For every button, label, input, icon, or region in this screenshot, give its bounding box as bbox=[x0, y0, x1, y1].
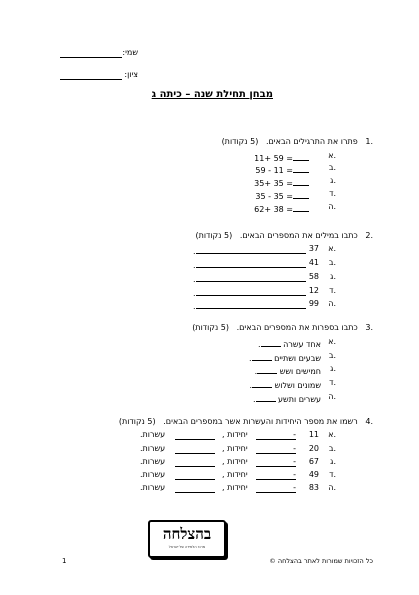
item-letter: ב. bbox=[328, 258, 336, 267]
number-words: עשרים ותשע bbox=[278, 395, 321, 404]
units-word: יחידות , bbox=[222, 483, 248, 492]
question-text: כתבו בספרות את המספרים הבאים. bbox=[236, 323, 358, 332]
success-logo bbox=[148, 520, 226, 558]
q3-item bbox=[0, 364, 419, 375]
dash: - bbox=[293, 470, 296, 479]
q3-item bbox=[0, 378, 419, 389]
units-answer-line[interactable] bbox=[256, 483, 296, 493]
item-letter: ד. bbox=[329, 286, 336, 295]
answer-line[interactable] bbox=[196, 244, 306, 254]
exercise-expression: 35 - 35 = bbox=[255, 192, 293, 201]
item-number: 49 bbox=[308, 470, 319, 479]
item-number: 83 bbox=[308, 483, 319, 492]
number-words: שבעים ושתיים bbox=[274, 354, 321, 363]
q4-item bbox=[0, 444, 419, 455]
item-letter: א. bbox=[328, 244, 336, 253]
number-words: שמונים ושלוש bbox=[274, 381, 321, 390]
tens-answer-line[interactable] bbox=[175, 457, 215, 467]
question-1-header bbox=[222, 137, 373, 146]
question-text: כתבו במילים את המספרים הבאים. bbox=[239, 231, 358, 240]
tens-answer-line[interactable] bbox=[175, 430, 215, 440]
item-letter: ד. bbox=[329, 189, 336, 198]
units-answer-line[interactable] bbox=[256, 470, 296, 480]
grade-input-line[interactable] bbox=[60, 70, 122, 80]
units-word: יחידות , bbox=[222, 457, 248, 466]
answer-line[interactable] bbox=[196, 286, 306, 296]
answer-line[interactable] bbox=[293, 151, 309, 161]
item-letter: ה. bbox=[328, 392, 336, 401]
question-points: (5 נקודות) bbox=[192, 323, 229, 332]
grade-label: ציון: bbox=[124, 70, 138, 79]
tens-answer-line[interactable] bbox=[175, 444, 215, 454]
answer-line[interactable] bbox=[196, 299, 306, 309]
item-letter: ה. bbox=[328, 202, 336, 211]
item-letter: ה. bbox=[328, 299, 336, 308]
answer-line[interactable] bbox=[196, 258, 306, 268]
dash: - bbox=[293, 483, 296, 492]
item-number: 99 bbox=[308, 299, 319, 308]
exercise-expression: 11+ 59 = bbox=[254, 154, 293, 163]
q1-item bbox=[0, 202, 419, 213]
question-points: (5 נקודות) bbox=[195, 231, 233, 240]
page-number: 1 bbox=[62, 557, 67, 565]
item-number: 58 bbox=[308, 272, 319, 281]
item-letter: א. bbox=[328, 430, 336, 439]
answer-line[interactable] bbox=[293, 202, 309, 212]
tens-answer-line[interactable] bbox=[175, 470, 215, 480]
page-title: מבחן תחילת שנה – כיתה ג bbox=[151, 89, 273, 100]
answer-line[interactable] bbox=[261, 337, 281, 347]
q4-item bbox=[0, 470, 419, 481]
copyright-text: כל הזכויות שמורות לאתר בהצלחה © bbox=[269, 557, 373, 565]
q1-item bbox=[0, 189, 419, 200]
tens-word: עשרות. bbox=[140, 444, 166, 453]
tens-word: עשרות. bbox=[140, 470, 166, 479]
answer-field[interactable]: . bbox=[193, 258, 306, 270]
number-words-row: חמישים ושש . bbox=[255, 364, 321, 376]
question-points: (5 נקודות) bbox=[221, 137, 259, 146]
dash: - bbox=[293, 457, 296, 466]
logo-subtext: מרכז הלמידה של ישראל bbox=[168, 545, 206, 549]
answer-field[interactable]: . bbox=[193, 272, 306, 284]
units-answer-line[interactable] bbox=[256, 457, 296, 467]
q2-item bbox=[0, 299, 419, 310]
question-number: .3 bbox=[365, 323, 373, 332]
question-number: .4 bbox=[365, 417, 373, 426]
tens-answer-line[interactable] bbox=[175, 483, 215, 493]
item-letter: ג. bbox=[330, 176, 336, 185]
q2-item bbox=[0, 258, 419, 269]
answer-field[interactable]: . bbox=[193, 299, 306, 311]
dash: - bbox=[293, 430, 296, 439]
item-letter: ב. bbox=[328, 351, 336, 360]
question-3-header bbox=[192, 323, 373, 332]
number-words: אחד עשרה bbox=[283, 340, 321, 349]
item-number: 37 bbox=[308, 244, 319, 253]
question-text: רשמו את מספר היחידות והעשרות אשר במספרים הבאים. bbox=[163, 417, 358, 426]
units-word: יחידות , bbox=[222, 470, 248, 479]
item-letter: ג. bbox=[330, 272, 336, 281]
number-words-row: שמונים ושלוש . bbox=[250, 378, 321, 390]
answer-field[interactable]: . bbox=[193, 286, 306, 298]
item-letter: ה. bbox=[328, 483, 336, 492]
q1-item bbox=[0, 151, 419, 162]
question-4-header bbox=[119, 417, 373, 426]
dash: - bbox=[293, 444, 296, 453]
number-words-row: אחד עשרה . bbox=[258, 337, 321, 349]
q3-item bbox=[0, 351, 419, 362]
number-words: חמישים ושש bbox=[279, 367, 321, 376]
name-field[interactable] bbox=[60, 48, 138, 58]
answer-line[interactable] bbox=[293, 163, 309, 173]
q4-item bbox=[0, 457, 419, 468]
q3-item bbox=[0, 337, 419, 348]
answer-line[interactable] bbox=[252, 378, 272, 388]
item-letter: ג. bbox=[330, 457, 336, 466]
name-input-line[interactable] bbox=[60, 48, 122, 58]
item-letter: ד. bbox=[329, 470, 336, 479]
exercise-expression: 62+ 38 = bbox=[254, 205, 293, 214]
answer-line[interactable] bbox=[256, 392, 276, 402]
q3-item bbox=[0, 392, 419, 403]
item-number: 11 bbox=[308, 430, 319, 439]
units-answer-line[interactable] bbox=[256, 430, 296, 440]
item-letter: ב. bbox=[328, 163, 336, 172]
name-label: שמי: bbox=[122, 48, 138, 57]
item-letter: א. bbox=[328, 337, 336, 346]
q4-item bbox=[0, 483, 419, 494]
q2-item bbox=[0, 272, 419, 283]
exercise-expression: 35+ 35 = bbox=[254, 179, 293, 188]
tens-word: עשרות. bbox=[140, 430, 166, 439]
item-number: 67 bbox=[308, 457, 319, 466]
item-letter: א. bbox=[328, 151, 336, 160]
q2-item bbox=[0, 286, 419, 297]
q4-item bbox=[0, 430, 419, 441]
tens-word: עשרות. bbox=[140, 483, 166, 492]
units-word: יחידות , bbox=[222, 444, 248, 453]
q1-item bbox=[0, 176, 419, 187]
exercise bbox=[254, 202, 309, 214]
logo-text: בהצלחה bbox=[162, 525, 212, 543]
grade-field[interactable] bbox=[60, 70, 138, 80]
units-answer-line[interactable] bbox=[256, 444, 296, 454]
item-number: 41 bbox=[308, 258, 319, 267]
item-number: 12 bbox=[308, 286, 319, 295]
q2-item bbox=[0, 244, 419, 255]
question-number: .2 bbox=[365, 231, 373, 240]
item-letter: ב. bbox=[328, 444, 336, 453]
answer-line[interactable] bbox=[293, 189, 309, 199]
exercise bbox=[254, 151, 309, 163]
item-letter: ג. bbox=[330, 364, 336, 373]
exercise bbox=[254, 176, 309, 188]
answer-line[interactable] bbox=[252, 351, 272, 361]
answer-field[interactable]: . bbox=[193, 244, 306, 256]
number-words-row: שבעים ושתיים . bbox=[249, 351, 321, 363]
question-text: פתרו את התרגילים הבאים. bbox=[265, 137, 358, 146]
tens-word: עשרות. bbox=[140, 457, 166, 466]
answer-line[interactable] bbox=[293, 176, 309, 186]
exercise bbox=[255, 189, 309, 201]
question-points: (5 נקודות) bbox=[118, 417, 156, 426]
q1-item bbox=[0, 163, 419, 174]
exercise-expression: 59 - 11 = bbox=[255, 166, 293, 175]
question-2-header bbox=[195, 231, 373, 240]
number-words-row: עשרים ותשע . bbox=[253, 392, 321, 404]
item-number: 20 bbox=[308, 444, 319, 453]
answer-line[interactable] bbox=[257, 364, 277, 374]
item-letter: ד. bbox=[329, 378, 336, 387]
question-number: .1 bbox=[365, 137, 373, 146]
units-word: יחידות , bbox=[222, 430, 248, 439]
answer-line[interactable] bbox=[196, 272, 306, 282]
exercise bbox=[255, 163, 309, 175]
